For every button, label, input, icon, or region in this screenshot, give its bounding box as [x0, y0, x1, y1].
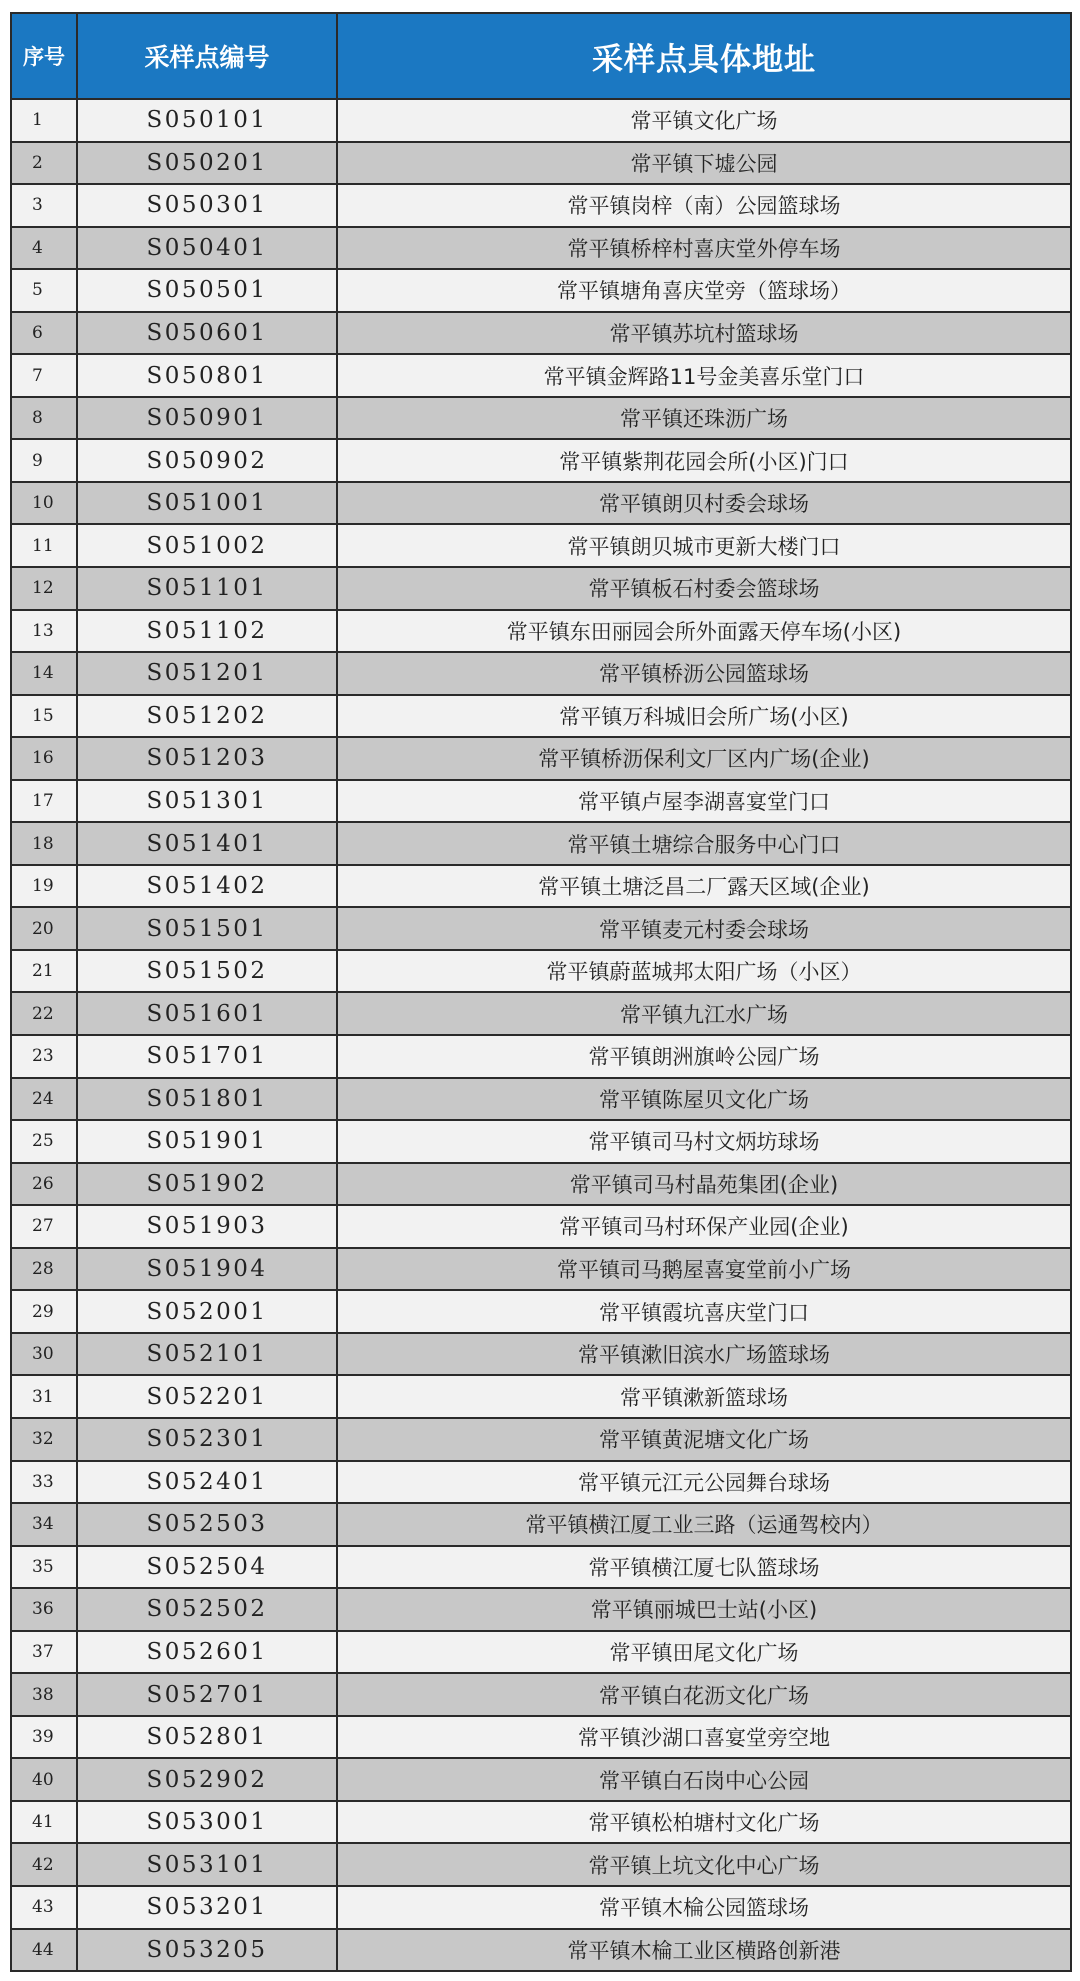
- row-code-cell: S051202: [77, 695, 337, 738]
- table-row: [11, 1631, 1071, 1674]
- table-row: [11, 1801, 1071, 1844]
- table-row: [11, 1673, 1071, 1716]
- row-seq-cell: 6: [11, 312, 77, 355]
- row-seq-cell: 2: [11, 142, 77, 185]
- row-seq-cell: 30: [11, 1333, 77, 1376]
- row-code-cell: S052601: [77, 1631, 337, 1674]
- row-address-cell: 常平镇黄泥塘文化广场: [337, 1418, 1071, 1461]
- row-address-cell: 常平镇桥沥公园篮球场: [337, 652, 1071, 695]
- row-code-cell: S052902: [77, 1758, 337, 1801]
- row-address-cell: 常平镇陈屋贝文化广场: [337, 1078, 1071, 1121]
- row-seq-cell: 5: [11, 269, 77, 312]
- table-row: [11, 312, 1071, 355]
- row-seq-cell: 1: [11, 99, 77, 142]
- table-row: [11, 1886, 1071, 1929]
- row-seq-cell: 15: [11, 695, 77, 738]
- row-address-cell: 常平镇土塘泛昌二厂露天区域(企业): [337, 865, 1071, 908]
- table-row: [11, 1290, 1071, 1333]
- row-address-cell: 常平镇漱新篮球场: [337, 1375, 1071, 1418]
- row-seq-cell: 16: [11, 737, 77, 780]
- row-address-cell: 常平镇丽城巴士站(小区): [337, 1588, 1071, 1631]
- row-address-cell: 常平镇紫荆花园会所(小区)门口: [337, 439, 1071, 482]
- row-address-cell: 常平镇司马鹅屋喜宴堂前小广场: [337, 1248, 1071, 1291]
- row-code-cell: S051002: [77, 524, 337, 567]
- table-row: [11, 184, 1071, 227]
- table-row: [11, 1546, 1071, 1589]
- row-seq-cell: 7: [11, 354, 77, 397]
- row-code-cell: S051401: [77, 822, 337, 865]
- table-row: [11, 1163, 1071, 1206]
- row-seq-cell: 26: [11, 1163, 77, 1206]
- row-address-cell: 常平镇松柏塘村文化广场: [337, 1801, 1071, 1844]
- sampling-points-table-container: [10, 12, 1070, 1972]
- row-seq-cell: 13: [11, 610, 77, 653]
- table-row: [11, 695, 1071, 738]
- row-code-cell: S052101: [77, 1333, 337, 1376]
- row-code-cell: S052301: [77, 1418, 337, 1461]
- row-code-cell: S051901: [77, 1120, 337, 1163]
- row-seq-cell: 38: [11, 1673, 77, 1716]
- row-code-cell: S050301: [77, 184, 337, 227]
- table-row: [11, 1120, 1071, 1163]
- row-code-cell: S051102: [77, 610, 337, 653]
- row-code-cell: S051001: [77, 482, 337, 525]
- row-seq-cell: 21: [11, 950, 77, 993]
- table-row: [11, 1503, 1071, 1546]
- row-code-cell: S052504: [77, 1546, 337, 1589]
- table-row: [11, 1078, 1071, 1121]
- row-address-cell: 常平镇桥沥保利文厂区内广场(企业): [337, 737, 1071, 780]
- row-seq-cell: 44: [11, 1929, 77, 1972]
- table-row: [11, 610, 1071, 653]
- row-code-cell: S052701: [77, 1673, 337, 1716]
- row-seq-cell: 22: [11, 992, 77, 1035]
- table-row: [11, 269, 1071, 312]
- table-row: [11, 1929, 1071, 1972]
- header-seq: 序号: [11, 13, 77, 99]
- table-row: [11, 567, 1071, 610]
- row-address-cell: 常平镇木棆公园篮球场: [337, 1886, 1071, 1929]
- row-code-cell: S053101: [77, 1843, 337, 1886]
- table-row: [11, 1758, 1071, 1801]
- row-code-cell: S050901: [77, 397, 337, 440]
- row-seq-cell: 33: [11, 1461, 77, 1504]
- row-code-cell: S052401: [77, 1461, 337, 1504]
- table-row: [11, 1248, 1071, 1291]
- row-address-cell: 常平镇白花沥文化广场: [337, 1673, 1071, 1716]
- row-code-cell: S051203: [77, 737, 337, 780]
- row-address-cell: 常平镇还珠沥广场: [337, 397, 1071, 440]
- row-seq-cell: 12: [11, 567, 77, 610]
- table-row: [11, 1843, 1071, 1886]
- table-row: [11, 780, 1071, 823]
- row-seq-cell: 32: [11, 1418, 77, 1461]
- row-seq-cell: 36: [11, 1588, 77, 1631]
- row-address-cell: 常平镇苏坑村篮球场: [337, 312, 1071, 355]
- row-address-cell: 常平镇岗梓（南）公园篮球场: [337, 184, 1071, 227]
- table-row: [11, 1716, 1071, 1759]
- row-seq-cell: 37: [11, 1631, 77, 1674]
- row-code-cell: S053205: [77, 1929, 337, 1972]
- row-seq-cell: 3: [11, 184, 77, 227]
- table-row: [11, 950, 1071, 993]
- row-address-cell: 常平镇横江厦七队篮球场: [337, 1546, 1071, 1589]
- header-code: 采样点编号: [77, 13, 337, 99]
- row-seq-cell: 25: [11, 1120, 77, 1163]
- header-address: 采样点具体地址: [337, 13, 1071, 99]
- row-code-cell: S052801: [77, 1716, 337, 1759]
- table-row: [11, 227, 1071, 270]
- row-address-cell: 常平镇土塘综合服务中心门口: [337, 822, 1071, 865]
- row-code-cell: S052201: [77, 1375, 337, 1418]
- row-address-cell: 常平镇东田丽园会所外面露天停车场(小区): [337, 610, 1071, 653]
- row-code-cell: S051501: [77, 907, 337, 950]
- row-seq-cell: 39: [11, 1716, 77, 1759]
- row-seq-cell: 43: [11, 1886, 77, 1929]
- row-address-cell: 常平镇朗贝村委会球场: [337, 482, 1071, 525]
- row-code-cell: S051601: [77, 992, 337, 1035]
- row-code-cell: S051801: [77, 1078, 337, 1121]
- row-code-cell: S051701: [77, 1035, 337, 1078]
- row-address-cell: 常平镇漱旧滨水广场篮球场: [337, 1333, 1071, 1376]
- row-address-cell: 常平镇卢屋李湖喜宴堂门口: [337, 780, 1071, 823]
- row-seq-cell: 41: [11, 1801, 77, 1844]
- table-row: [11, 1588, 1071, 1631]
- row-address-cell: 常平镇司马村文炳坊球场: [337, 1120, 1071, 1163]
- table-row: [11, 907, 1071, 950]
- row-code-cell: S050801: [77, 354, 337, 397]
- table-row: [11, 1418, 1071, 1461]
- row-address-cell: 常平镇麦元村委会球场: [337, 907, 1071, 950]
- row-address-cell: 常平镇金辉路11号金美喜乐堂门口: [337, 354, 1071, 397]
- table-header: [11, 13, 1071, 99]
- row-seq-cell: 31: [11, 1375, 77, 1418]
- row-code-cell: S051201: [77, 652, 337, 695]
- row-seq-cell: 28: [11, 1248, 77, 1291]
- row-seq-cell: 20: [11, 907, 77, 950]
- table-body: [11, 99, 1071, 1971]
- table-row: [11, 354, 1071, 397]
- row-address-cell: 常平镇朗洲旗岭公园广场: [337, 1035, 1071, 1078]
- row-code-cell: S052503: [77, 1503, 337, 1546]
- row-seq-cell: 34: [11, 1503, 77, 1546]
- row-code-cell: S053201: [77, 1886, 337, 1929]
- row-seq-cell: 42: [11, 1843, 77, 1886]
- row-code-cell: S051902: [77, 1163, 337, 1206]
- table-row: [11, 737, 1071, 780]
- table-row: [11, 524, 1071, 567]
- row-address-cell: 常平镇万科城旧会所广场(小区): [337, 695, 1071, 738]
- row-address-cell: 常平镇沙湖口喜宴堂旁空地: [337, 1716, 1071, 1759]
- row-seq-cell: 27: [11, 1205, 77, 1248]
- table-row: [11, 1461, 1071, 1504]
- row-code-cell: S052001: [77, 1290, 337, 1333]
- row-code-cell: S051502: [77, 950, 337, 993]
- row-seq-cell: 40: [11, 1758, 77, 1801]
- row-seq-cell: 19: [11, 865, 77, 908]
- table-row: [11, 865, 1071, 908]
- table-row: [11, 1205, 1071, 1248]
- row-seq-cell: 24: [11, 1078, 77, 1121]
- row-address-cell: 常平镇蔚蓝城邦太阳广场（小区）: [337, 950, 1071, 993]
- row-code-cell: S050101: [77, 99, 337, 142]
- row-address-cell: 常平镇司马村晶苑集团(企业): [337, 1163, 1071, 1206]
- row-code-cell: S051402: [77, 865, 337, 908]
- row-address-cell: 常平镇白石岗中心公园: [337, 1758, 1071, 1801]
- table-row: [11, 99, 1071, 142]
- table-row: [11, 822, 1071, 865]
- table-row: [11, 439, 1071, 482]
- row-address-cell: 常平镇霞坑喜庆堂门口: [337, 1290, 1071, 1333]
- table-row: [11, 482, 1071, 525]
- row-seq-cell: 35: [11, 1546, 77, 1589]
- row-code-cell: S050401: [77, 227, 337, 270]
- row-address-cell: 常平镇下墟公园: [337, 142, 1071, 185]
- row-address-cell: 常平镇田尾文化广场: [337, 1631, 1071, 1674]
- row-seq-cell: 18: [11, 822, 77, 865]
- row-code-cell: S051904: [77, 1248, 337, 1291]
- row-address-cell: 常平镇九江水广场: [337, 992, 1071, 1035]
- row-address-cell: 常平镇司马村环保产业园(企业): [337, 1205, 1071, 1248]
- table-row: [11, 1375, 1071, 1418]
- row-code-cell: S050501: [77, 269, 337, 312]
- row-seq-cell: 29: [11, 1290, 77, 1333]
- table-row: [11, 992, 1071, 1035]
- row-seq-cell: 11: [11, 524, 77, 567]
- header-row: [11, 13, 1071, 99]
- row-code-cell: S051101: [77, 567, 337, 610]
- row-address-cell: 常平镇朗贝城市更新大楼门口: [337, 524, 1071, 567]
- row-seq-cell: 14: [11, 652, 77, 695]
- row-address-cell: 常平镇木棆工业区横路创新港: [337, 1929, 1071, 1972]
- row-seq-cell: 23: [11, 1035, 77, 1078]
- table-row: [11, 142, 1071, 185]
- row-code-cell: S053001: [77, 1801, 337, 1844]
- row-code-cell: S050902: [77, 439, 337, 482]
- row-address-cell: 常平镇元江元公园舞台球场: [337, 1461, 1071, 1504]
- row-seq-cell: 17: [11, 780, 77, 823]
- row-seq-cell: 8: [11, 397, 77, 440]
- row-seq-cell: 4: [11, 227, 77, 270]
- row-code-cell: S050201: [77, 142, 337, 185]
- table-row: [11, 652, 1071, 695]
- table-row: [11, 1035, 1071, 1078]
- row-code-cell: S051301: [77, 780, 337, 823]
- row-address-cell: 常平镇板石村委会篮球场: [337, 567, 1071, 610]
- table-row: [11, 1333, 1071, 1376]
- row-code-cell: S051903: [77, 1205, 337, 1248]
- row-address-cell: 常平镇上坑文化中心广场: [337, 1843, 1071, 1886]
- row-code-cell: S052502: [77, 1588, 337, 1631]
- row-address-cell: 常平镇横江厦工业三路（运通驾校内）: [337, 1503, 1071, 1546]
- row-address-cell: 常平镇文化广场: [337, 99, 1071, 142]
- table-row: [11, 397, 1071, 440]
- row-seq-cell: 9: [11, 439, 77, 482]
- row-address-cell: 常平镇桥梓村喜庆堂外停车场: [337, 227, 1071, 270]
- row-seq-cell: 10: [11, 482, 77, 525]
- sampling-points-table: [10, 12, 1072, 1972]
- row-code-cell: S050601: [77, 312, 337, 355]
- row-address-cell: 常平镇塘角喜庆堂旁（篮球场）: [337, 269, 1071, 312]
